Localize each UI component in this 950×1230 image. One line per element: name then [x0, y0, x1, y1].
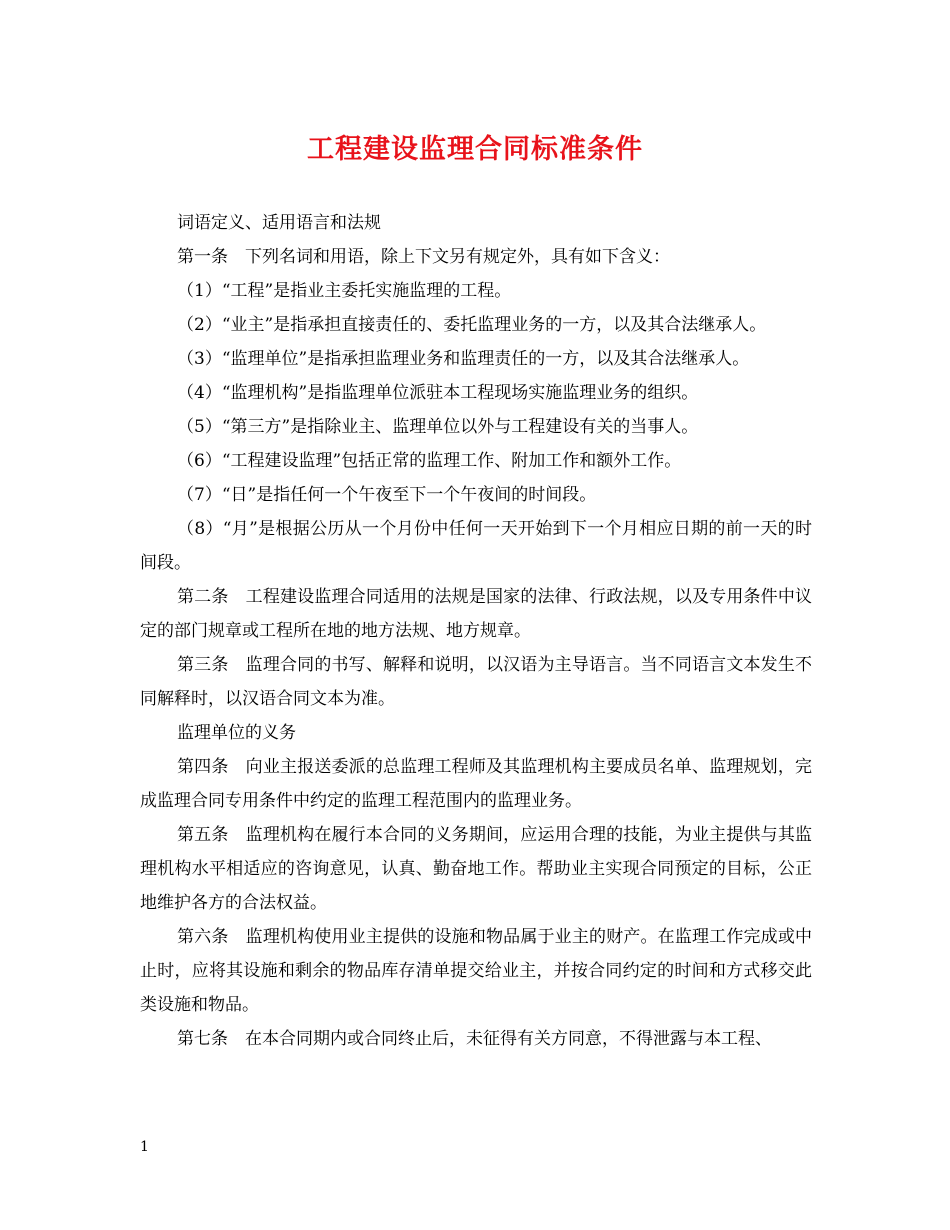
paragraph: 第三条 监理合同的书写、解释和说明，以汉语为主导语言。当不同语言文本发生不同解释时，以汉语合同文本为准。	[140, 655, 812, 709]
paragraph: 第一条 下列名词和用语，除上下文另有规定外，具有如下含义：	[177, 247, 670, 267]
paragraph: 第五条 监理机构在履行本合同的义务期间，应运用合理的技能，为业主提供与其监理机构水平相适应的咨询意见，认真、勤奋地工作。帮助业主实现合同预定的目标，公正地维护各方的合法权益。	[140, 825, 812, 913]
paragraph: 词语定义、适用语言和法规	[177, 213, 381, 233]
paragraph: 监理单位的义务	[177, 723, 296, 743]
document-body	[140, 206, 812, 1056]
paragraph: （6）“工程建设监理”包括正常的监理工作、附加工作和额外工作。	[177, 451, 682, 471]
paragraph: （1）“工程”是指业主委托实施监理的工程。	[177, 281, 512, 301]
paragraph: （7）“日”是指任何一个午夜至下一个午夜间的时间段。	[177, 485, 597, 505]
paragraph: （8）“月”是根据公历从一个月份中任何一天开始到下一个月相应日期的前一天的时间段。	[140, 519, 812, 573]
paragraph: （5）“第三方”是指除业主、监理单位以外与工程建设有关的当事人。	[177, 417, 699, 437]
paragraph: （2）“业主”是指承担直接责任的、委托监理业务的一方，以及其合法继承人。	[177, 315, 767, 335]
paragraph: 第六条 监理机构使用业主提供的设施和物品属于业主的财产。在监理工作完成或中止时，应将其设施和剩余的物品库存清单提交给业主，并按合同约定的时间和方式移交此类设施和物品。	[140, 927, 812, 1015]
paragraph: 第七条 在本合同期内或合同终止后，未征得有关方同意，不得泄露与本工程、	[177, 1029, 772, 1049]
document-title: 工程建设监理合同标准条件	[307, 134, 643, 165]
paragraph: 第二条 工程建设监理合同适用的法规是国家的法律、行政法规，以及专用条件中议定的部门规章或工程所在地的地方法规、地方规章。	[140, 587, 812, 641]
paragraph: （3）“监理单位”是指承担监理业务和监理责任的一方，以及其合法继承人。	[177, 349, 750, 369]
paragraph: 第四条 向业主报送委派的总监理工程师及其监理机构主要成员名单、监理规划，完成监理合同专用条件中约定的监理工程范围内的监理业务。	[140, 757, 812, 811]
page-number: 1	[140, 1139, 149, 1155]
paragraph: （4）“监理机构”是指监理单位派驻本工程现场实施监理业务的组织。	[177, 383, 699, 403]
